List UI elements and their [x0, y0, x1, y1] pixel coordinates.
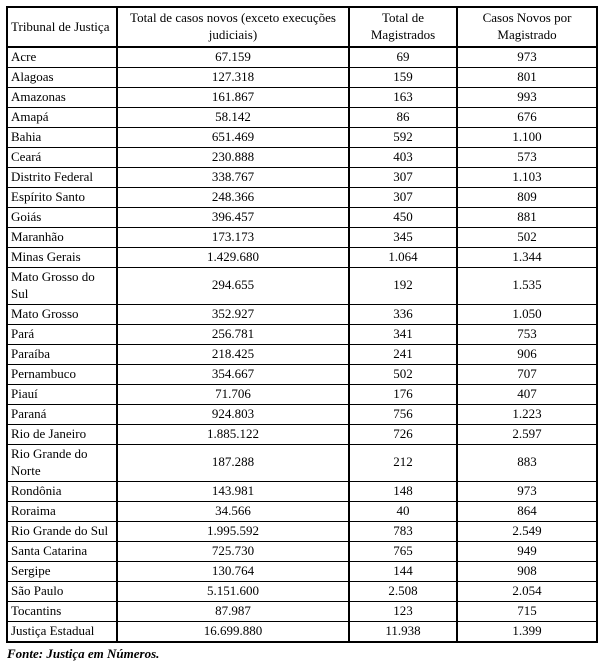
row-value: 192	[349, 268, 457, 305]
row-label-tribunal: Mato Grosso do Sul	[7, 268, 117, 305]
table-row	[7, 521, 597, 541]
row-value: 1.885.122	[117, 424, 349, 444]
row-value: 864	[457, 501, 597, 521]
table-row	[7, 601, 597, 621]
row-value: 883	[457, 444, 597, 481]
table-row	[7, 248, 597, 268]
table-row	[7, 444, 597, 481]
row-value: 307	[349, 188, 457, 208]
row-value: 248.366	[117, 188, 349, 208]
col-header-tribunal: Tribunal de Justiça	[7, 7, 117, 47]
row-value: 144	[349, 561, 457, 581]
row-value: 1.429.680	[117, 248, 349, 268]
row-value: 707	[457, 364, 597, 384]
table-row	[7, 68, 597, 88]
row-value: 1.344	[457, 248, 597, 268]
row-label-tribunal: Rio de Janeiro	[7, 424, 117, 444]
row-label-tribunal: Maranhão	[7, 228, 117, 248]
row-label-tribunal: Mato Grosso	[7, 304, 117, 324]
row-label-tribunal: Tocantins	[7, 601, 117, 621]
row-value: 294.655	[117, 268, 349, 305]
row-label-tribunal: Distrito Federal	[7, 168, 117, 188]
row-value: 809	[457, 188, 597, 208]
table-row	[7, 501, 597, 521]
row-value: 176	[349, 384, 457, 404]
row-value: 338.767	[117, 168, 349, 188]
table-row	[7, 404, 597, 424]
row-value: 230.888	[117, 148, 349, 168]
table-row	[7, 364, 597, 384]
table-row	[7, 148, 597, 168]
row-value: 783	[349, 521, 457, 541]
row-value: 756	[349, 404, 457, 424]
row-value: 1.995.592	[117, 521, 349, 541]
row-label-tribunal: Ceará	[7, 148, 117, 168]
table-row	[7, 228, 597, 248]
row-value: 67.159	[117, 47, 349, 68]
row-value: 187.288	[117, 444, 349, 481]
row-label-tribunal: Goiás	[7, 208, 117, 228]
row-value: 341	[349, 324, 457, 344]
row-value: 130.764	[117, 561, 349, 581]
row-label-tribunal: Rio Grande do Sul	[7, 521, 117, 541]
table-row	[7, 561, 597, 581]
row-value: 502	[349, 364, 457, 384]
col-header-casos-novos: Total de casos novos (exceto execuções judiciais)	[117, 7, 349, 47]
table-row	[7, 268, 597, 305]
row-value: 753	[457, 324, 597, 344]
table-row	[7, 188, 597, 208]
row-value: 173.173	[117, 228, 349, 248]
row-value: 354.667	[117, 364, 349, 384]
table-row	[7, 384, 597, 404]
row-label-tribunal: Justiça Estadual	[7, 621, 117, 642]
row-label-tribunal: Rondônia	[7, 481, 117, 501]
row-value: 127.318	[117, 68, 349, 88]
row-value: 212	[349, 444, 457, 481]
row-value: 2.054	[457, 581, 597, 601]
source-note: Fonte: Justiça em Números.	[7, 645, 160, 661]
table-row	[7, 424, 597, 444]
row-value: 256.781	[117, 324, 349, 344]
table-row	[7, 88, 597, 108]
row-value: 1.064	[349, 248, 457, 268]
row-value: 34.566	[117, 501, 349, 521]
row-value: 403	[349, 148, 457, 168]
row-label-tribunal: Bahia	[7, 128, 117, 148]
row-value: 1.050	[457, 304, 597, 324]
row-value: 218.425	[117, 344, 349, 364]
row-value: 973	[457, 481, 597, 501]
row-label-tribunal: Espírito Santo	[7, 188, 117, 208]
row-value: 161.867	[117, 88, 349, 108]
col-header-casos-por-magistrado: Casos Novos por Magistrado	[457, 7, 597, 47]
row-value: 1.103	[457, 168, 597, 188]
row-value: 159	[349, 68, 457, 88]
row-value: 592	[349, 128, 457, 148]
row-value: 11.938	[349, 621, 457, 642]
row-value: 352.927	[117, 304, 349, 324]
row-value: 765	[349, 541, 457, 561]
court-statistics-table	[6, 6, 598, 643]
row-value: 336	[349, 304, 457, 324]
row-value: 973	[457, 47, 597, 68]
row-value: 5.151.600	[117, 581, 349, 601]
row-value: 502	[457, 228, 597, 248]
row-value: 906	[457, 344, 597, 364]
row-value: 726	[349, 424, 457, 444]
row-value: 58.142	[117, 108, 349, 128]
row-value: 1.535	[457, 268, 597, 305]
row-value: 1.100	[457, 128, 597, 148]
row-value: 949	[457, 541, 597, 561]
row-value: 345	[349, 228, 457, 248]
row-value: 993	[457, 88, 597, 108]
table-row	[7, 47, 597, 68]
row-value: 16.699.880	[117, 621, 349, 642]
row-value: 725.730	[117, 541, 349, 561]
row-value: 881	[457, 208, 597, 228]
row-value: 163	[349, 88, 457, 108]
row-label-tribunal: Amazonas	[7, 88, 117, 108]
row-value: 573	[457, 148, 597, 168]
row-value: 143.981	[117, 481, 349, 501]
table-row	[7, 168, 597, 188]
table-row	[7, 621, 597, 642]
row-value: 2.597	[457, 424, 597, 444]
table-row	[7, 208, 597, 228]
row-value: 908	[457, 561, 597, 581]
row-label-tribunal: Paraíba	[7, 344, 117, 364]
row-value: 241	[349, 344, 457, 364]
row-value: 40	[349, 501, 457, 521]
table-row	[7, 108, 597, 128]
table-row	[7, 541, 597, 561]
table-row	[7, 128, 597, 148]
row-value: 148	[349, 481, 457, 501]
row-value: 2.549	[457, 521, 597, 541]
row-label-tribunal: Rio Grande do Norte	[7, 444, 117, 481]
table-row	[7, 324, 597, 344]
row-label-tribunal: Santa Catarina	[7, 541, 117, 561]
row-label-tribunal: Sergipe	[7, 561, 117, 581]
row-label-tribunal: Paraná	[7, 404, 117, 424]
row-value: 123	[349, 601, 457, 621]
row-label-tribunal: Acre	[7, 47, 117, 68]
row-value: 396.457	[117, 208, 349, 228]
row-label-tribunal: Alagoas	[7, 68, 117, 88]
row-value: 715	[457, 601, 597, 621]
row-label-tribunal: Amapá	[7, 108, 117, 128]
row-label-tribunal: Piauí	[7, 384, 117, 404]
row-value: 801	[457, 68, 597, 88]
row-value: 924.803	[117, 404, 349, 424]
row-label-tribunal: Pernambuco	[7, 364, 117, 384]
row-value: 307	[349, 168, 457, 188]
table-row	[7, 581, 597, 601]
row-value: 1.223	[457, 404, 597, 424]
table-row	[7, 344, 597, 364]
row-value: 2.508	[349, 581, 457, 601]
row-value: 69	[349, 47, 457, 68]
row-value: 86	[349, 108, 457, 128]
row-value: 450	[349, 208, 457, 228]
row-label-tribunal: Pará	[7, 324, 117, 344]
col-header-magistrados: Total de Magistrados	[349, 7, 457, 47]
table-row	[7, 481, 597, 501]
row-value: 407	[457, 384, 597, 404]
row-value: 87.987	[117, 601, 349, 621]
table-header	[7, 7, 597, 47]
row-label-tribunal: Roraima	[7, 501, 117, 521]
row-value: 651.469	[117, 128, 349, 148]
header-row	[7, 7, 597, 47]
row-label-tribunal: Minas Gerais	[7, 248, 117, 268]
row-label-tribunal: São Paulo	[7, 581, 117, 601]
table-body	[7, 47, 597, 642]
row-value: 1.399	[457, 621, 597, 642]
table-row	[7, 304, 597, 324]
row-value: 71.706	[117, 384, 349, 404]
row-value: 676	[457, 108, 597, 128]
